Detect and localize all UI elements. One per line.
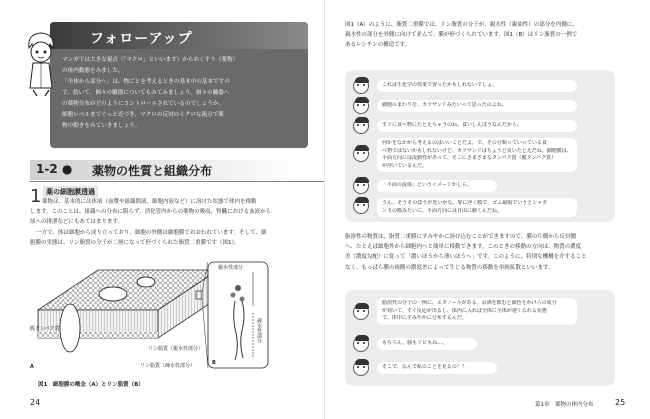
followup-line: の薬物分布がどのようにコントロールされているのでしょうか。 bbox=[62, 101, 225, 107]
dialog-line bbox=[345, 334, 615, 354]
dialog-line bbox=[345, 358, 615, 378]
followup-text bbox=[62, 55, 302, 132]
followup-box bbox=[50, 22, 308, 148]
character-face-icon bbox=[353, 360, 369, 376]
right-page bbox=[325, 0, 650, 419]
character-face-icon bbox=[353, 98, 369, 114]
label-hydrophobic: リン脂質（疎水性部分） bbox=[140, 363, 196, 369]
section-heading bbox=[30, 160, 300, 180]
subsection-title: 薬の細胞膜透過 bbox=[43, 186, 98, 198]
label-membrane-protein: 膜タンパク質 bbox=[30, 326, 60, 332]
page-number-right: 25 bbox=[615, 398, 626, 407]
paragraph-line: 尿への排泄などにもあてはまります。 bbox=[30, 219, 124, 226]
paragraph-line: 差（濃度勾配）に従って「濃いほうから薄いほうへ」です。このように、特別な機構を介すること bbox=[345, 254, 587, 261]
subsection-number: 1 bbox=[30, 186, 42, 207]
speech-text: ン玉の膜みたいに、平面方向には自由に動くんだね。 bbox=[382, 207, 503, 214]
membrane-block-a bbox=[38, 270, 218, 352]
section-title: 薬物の性質と組織分布 bbox=[92, 164, 213, 178]
speech-text: これは生化学の授業で習ったかもしれないでしょ。 bbox=[382, 82, 498, 88]
speech-text: うん。そうそのほうが近いかな。扉に浮く膜で、ゴム風船でいうとシャボ bbox=[382, 200, 548, 206]
dialog-line bbox=[345, 96, 615, 116]
character-face-icon bbox=[353, 178, 369, 194]
paragraph-line: 胞膜の実態は、リン脂質の分子が二層になって形づくられた脂質二重膜です（図1）。 bbox=[30, 240, 240, 247]
chapter-footer: 第1章 薬物の体内分布 bbox=[535, 402, 594, 408]
speech-text: 細胞のまわりを、カツサンドみたいって思ったのよね。 bbox=[382, 102, 507, 108]
dialog-line bbox=[345, 116, 615, 136]
section-rule bbox=[30, 181, 330, 182]
followup-header bbox=[50, 22, 308, 49]
dialog-box-1 bbox=[345, 70, 615, 222]
followup-line: 細胞レベルまでぐっと近づき、マクロの反対のミクロな視点で薬 bbox=[62, 112, 224, 118]
paragraph-line: あるレシチンの構造です。 bbox=[345, 42, 411, 49]
followup-line: マンガでは大きな視点（「マクロ」といいます）からおくすり（薬物） bbox=[62, 57, 239, 63]
label-polar-head: 親水性部分 bbox=[218, 265, 244, 271]
dialog-line bbox=[345, 176, 615, 196]
speech-bubble bbox=[377, 338, 477, 350]
phospholipid-b bbox=[208, 262, 268, 368]
paragraph-line: なく、もっぱら膜の両側の濃度差によって生じる物質の移動を単純拡散といいます。 bbox=[345, 264, 554, 271]
label-b: B bbox=[212, 360, 216, 366]
speech-text: 「平面の流体」というイメージかしら。 bbox=[382, 182, 472, 188]
followup-line: で、続いて、個々の臓器についてもみてみましょう。個々の臓器へ bbox=[62, 90, 230, 96]
label-hydrophilic: リン脂質（親水性部分） bbox=[148, 346, 204, 352]
character-face-icon bbox=[353, 336, 369, 352]
speech-bubble bbox=[377, 198, 577, 217]
speech-text: べ物ではないかもしれないけど、カツサンドはちょうど良いたとえだね。細胞膜は、 bbox=[382, 147, 572, 154]
mascot-illustration bbox=[24, 30, 58, 98]
speech-bubble bbox=[377, 180, 497, 192]
paragraph-line: 脂溶性の物質は、脂質二重膜にすみやかに溶け込むことができますので、膜の片側から反対側 bbox=[345, 234, 576, 240]
character-face-icon bbox=[353, 118, 369, 134]
speech-text: 平面方向には流動性があって、そこにさまざまなタンパク質（膜タンパク質） bbox=[382, 155, 557, 161]
followup-line: 物の動きをみていきましょう。 bbox=[62, 123, 141, 129]
right-paragraph-1 bbox=[345, 20, 578, 51]
paragraph-2 bbox=[30, 228, 267, 248]
speech-text: が浮いているんだ。 bbox=[382, 162, 428, 169]
speech-text: 脂溶性の分子の一例に、エタノールがある。お酒を飲むと顔色をかけらの成分 bbox=[382, 300, 557, 306]
followup-title: フォローアップ bbox=[90, 31, 193, 47]
right-paragraph-2 bbox=[345, 232, 587, 273]
speech-bubble bbox=[377, 362, 497, 374]
character-face-icon bbox=[353, 146, 369, 162]
dialog-line bbox=[345, 296, 615, 328]
paragraph-line: 図1（A）のように、脂質二重膜では、リン脂質の分子が、親水性（親油性）の部分を内側に、 bbox=[345, 22, 578, 28]
speech-bubble bbox=[377, 138, 577, 172]
paragraph-line: 親水性の部分を外側に向けて並んで、膜が形づくられています。図1（B）はリン脂質の一例で bbox=[345, 32, 578, 39]
figure-caption: 図1 細胞膜の概念（A）とリン脂質（B） bbox=[38, 382, 144, 388]
dialog-line bbox=[345, 76, 615, 96]
section-number: 1-2 ● bbox=[36, 162, 73, 176]
dialog-line bbox=[345, 196, 615, 216]
followup-line: の体内動態をみました。 bbox=[62, 68, 124, 74]
followup-line: 「全体から部分へ」は、物ごとを考えるときの基本中の基本ですの bbox=[62, 79, 230, 85]
speech-text: そこで、なんで私のことを見るの！？ bbox=[382, 364, 467, 370]
label-nonpolar-tail: 疎水性部分 bbox=[256, 318, 262, 343]
character-face-icon bbox=[353, 198, 369, 214]
paragraph-line: 一方で、体は細胞から成り立っており、細胞の外側は細胞膜でおおわれています。そして、細 bbox=[36, 230, 267, 236]
speech-text: もちろん、脳もソビもね…。 bbox=[382, 340, 448, 346]
page-number-left: 24 bbox=[30, 398, 41, 407]
speech-text: で、体中にすみやかに分布するんだ。 bbox=[382, 315, 467, 321]
character-face-icon bbox=[353, 78, 369, 94]
paragraph-line: 薬物は、基本的には体液（血漿や組織間液、細胞内液など）に溶けた状態で体内を移動 bbox=[42, 199, 257, 205]
character-face-icon bbox=[353, 304, 369, 320]
label-a: A bbox=[30, 364, 34, 370]
speech-text: が効いて、すぐ反応が出るし、体内に入れば全体に全体が速くなれる状態 bbox=[382, 307, 547, 314]
paragraph-line: へ、たとえば細胞外から細胞内へと簡単に移動できます。このときの移動の方向は、物質の濃度 bbox=[345, 244, 582, 251]
speech-text: 何かをなかから考えるのはいいことだよ。で、その分類っていっている食 bbox=[382, 140, 547, 146]
membrane-figure bbox=[28, 258, 293, 378]
dialog-box-2 bbox=[345, 290, 615, 386]
dialog-line bbox=[345, 136, 615, 172]
speech-bubble bbox=[377, 100, 577, 112]
speech-bubble bbox=[377, 80, 577, 92]
speech-bubble bbox=[377, 120, 577, 132]
paragraph-line: します。このことは、組織への分布に限らず、消化管内からの薬物の吸収、腎臓における血液から bbox=[30, 209, 272, 216]
speech-text: すぐに食べ物にたとえちゃうのね。食いしんぼうなんだから。 bbox=[382, 122, 523, 128]
speech-bubble bbox=[377, 298, 577, 325]
paragraph-1 bbox=[30, 197, 272, 228]
